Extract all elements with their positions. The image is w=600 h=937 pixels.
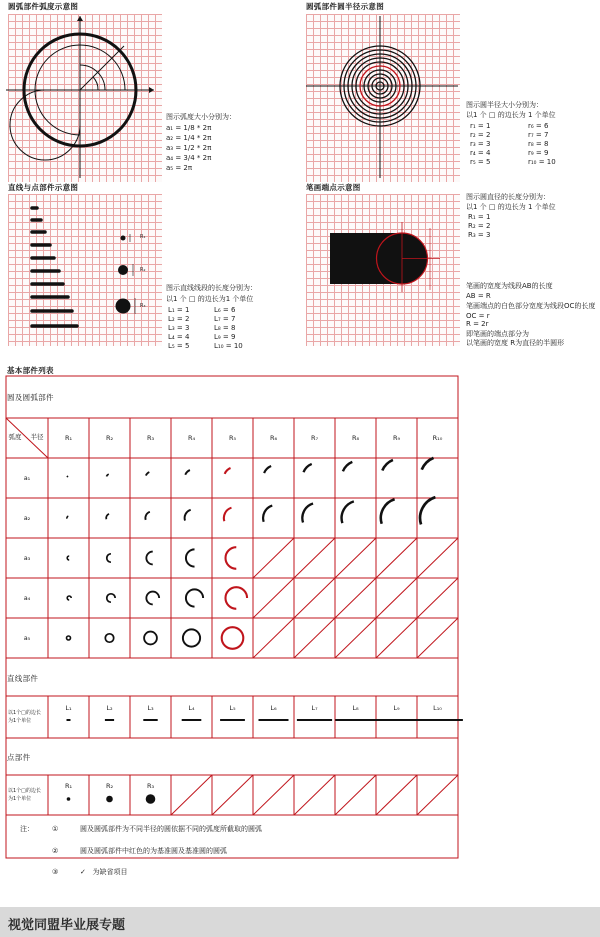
stroke-value-3: R₃ = 3 [468, 231, 491, 239]
arc-mark-a5-r5 [222, 627, 244, 649]
ring-value-6: r₆ = 6 [528, 122, 549, 130]
point-header-2: R₂ [105, 782, 114, 790]
arc-mark-a4-r2 [107, 594, 115, 602]
stroke-value-2: R₂ = 2 [468, 222, 491, 230]
empty-cell-mark [376, 538, 417, 578]
point-label-1: R₁ [140, 234, 146, 240]
arc-mark-a3-r4 [186, 549, 195, 566]
arc-mark-a1-r10 [422, 458, 434, 470]
arc-mark-a5-r1 [67, 636, 71, 640]
point-mark-r3 [146, 794, 156, 804]
section-arcs-title: 圆及圆弧部件 [7, 393, 54, 402]
note-3-num: ③ [52, 868, 59, 876]
stroke-note-3: 笔画端点的白色部分宽度为线段OC的长度 [466, 302, 596, 310]
arc-mark-a1-r3 [146, 472, 149, 475]
line-value-9: L₉ = 9 [214, 333, 236, 341]
point-header-1: R₁ [64, 782, 73, 790]
footer-title: 视觉同盟毕业展专题 [8, 918, 126, 933]
arc-mark-a5-r2 [105, 634, 113, 642]
arc-mark-a5-r3 [144, 632, 157, 645]
arc-mark-a1-r5 [225, 468, 231, 474]
line-value-10: L₁₀ = 10 [214, 342, 243, 350]
empty-cell-mark [335, 775, 376, 815]
empty-cell-mark [417, 775, 458, 815]
ring-value-9: r₉ = 9 [528, 149, 549, 157]
arc-mark-a2-r2 [106, 514, 109, 519]
arc-mark-a2-r10 [420, 497, 435, 524]
point-mark-r1 [67, 797, 71, 801]
radius-header-3: R₃ [146, 434, 155, 442]
arc-row-label-2: a₂ [23, 514, 31, 522]
ring-value-2: r₂ = 2 [470, 131, 491, 139]
stroke-note-4: OC = r [466, 312, 490, 320]
ring-value-3: r₃ = 3 [470, 140, 491, 148]
arc-mark-a4-r1 [67, 596, 71, 600]
ring-panel-title: 圆弧部件圆半径示意图 [306, 2, 384, 11]
arc-mark-a1-r6 [264, 466, 271, 473]
footer-bar [0, 907, 600, 937]
arc-value-3: a₃ = 1/2 * 2π [166, 144, 212, 152]
arc-mark-a2-r8 [342, 501, 354, 523]
line-value-3: L₃ = 3 [168, 324, 190, 332]
line-header-3: L₃ [147, 704, 154, 712]
arc-mark-a2-r7 [302, 503, 313, 522]
arc-value-4: a₄ = 3/4 * 2π [166, 154, 212, 162]
stroke-panel-title: 笔画端点示意图 [306, 183, 361, 192]
point-label-2: R₂ [140, 267, 146, 273]
corner-arc-label: 弧度 [8, 433, 22, 441]
note-1-text: 圆及圆弧部件为不同半径的圆依据不同的弧度所截取的圆弧 [80, 825, 262, 833]
point-label-3: R₃ [140, 303, 146, 309]
radius-header-2: R₂ [105, 434, 114, 442]
note-3-text: ✓ 为缺省项目 [80, 868, 128, 876]
line-desc-title: 图示直线线段的长度分别为： [166, 284, 257, 292]
arc-row-label-4: a₄ [23, 594, 31, 602]
arc-mark-a3-r5 [226, 547, 237, 569]
radius-header-8: R₈ [351, 434, 360, 442]
empty-cell-mark [253, 578, 294, 618]
empty-cell-mark [294, 775, 335, 815]
line-value-7: L₇ = 7 [214, 315, 236, 323]
line-panel-title: 直线与点部件示意图 [8, 183, 79, 192]
arc-row-label-5: a₅ [23, 634, 31, 642]
arc-mark-a1-r9 [382, 460, 393, 471]
stroke-desc-line: 以1 个 □ 的边长为 1 个单位 [466, 203, 556, 211]
empty-cell-mark [294, 538, 335, 578]
arc-panel-title: 圆弧部件弧度示意图 [8, 2, 79, 11]
arc-mark-a2-r9 [381, 499, 395, 524]
line-header-4: L₄ [188, 704, 195, 712]
arc-mark-a2-r6 [263, 506, 272, 522]
corner-radius-label: 半径 [30, 433, 44, 441]
empty-cell-mark [294, 578, 335, 618]
arc-mark-a1-r4 [185, 470, 190, 475]
radius-header-1: R₁ [64, 434, 73, 442]
empty-cell-mark [376, 578, 417, 618]
stroke-value-1: R₁ = 1 [468, 213, 491, 221]
empty-cell-mark [376, 775, 417, 815]
empty-cell-mark [212, 775, 253, 815]
section-lines-title: 直线部件 [7, 674, 39, 683]
line-header-9: L₉ [393, 704, 400, 712]
empty-cell-mark [335, 538, 376, 578]
arc-mark-a2-r1 [67, 516, 68, 519]
empty-cell-mark [417, 578, 458, 618]
radius-header-4: R₄ [187, 434, 196, 442]
empty-cell-mark [253, 775, 294, 815]
points-unit-label: 以1个□的边长 为1个单位 [8, 788, 41, 802]
stroke-note-6: 即笔画的端点部分为 [466, 330, 529, 338]
note-1-num: ① [52, 825, 59, 833]
stroke-desc-title: 图示圆直径的长度分别为： [466, 193, 550, 201]
line-header-7: L₇ [311, 704, 318, 712]
line-desc-line: 以1 个 □ 的边长为1 个单位 [166, 295, 254, 303]
arc-mark-a3-r3 [146, 552, 152, 565]
line-header-1: L₁ [65, 704, 72, 712]
table-title: 基本部件列表 [7, 366, 54, 375]
point-header-3: R₃ [146, 782, 155, 790]
ring-value-10: r₁₀ = 10 [528, 158, 556, 166]
arc-value-2: a₂ = 1/4 * 2π [166, 134, 212, 142]
line-header-8: L₈ [352, 704, 359, 712]
arc-mark-a3-r2 [107, 554, 111, 562]
empty-cell-mark [253, 618, 294, 658]
empty-cell-mark [335, 578, 376, 618]
ring-value-4: r₄ = 4 [470, 149, 491, 157]
radius-header-9: R₉ [392, 434, 401, 442]
radius-header-7: R₇ [310, 434, 319, 442]
arc-mark-a1-r2 [106, 474, 108, 476]
ring-desc-line: 以1 个 □ 的边长为 1 个单位 [466, 111, 556, 119]
empty-cell-mark [294, 618, 335, 658]
arc-mark-a1-r7 [303, 464, 311, 472]
stroke-note-5: R = 2r [466, 320, 489, 328]
notes-label: 注： [20, 825, 34, 833]
note-2-text: 圆及圆弧部件中红色的为基准圆及基准圆的圆弧 [80, 847, 227, 855]
line-header-5: L₅ [229, 704, 236, 712]
section-points-title: 点部件 [7, 753, 31, 762]
arc-mark-a2-r3 [145, 512, 150, 520]
empty-cell-mark [417, 618, 458, 658]
stroke-note-2: AB = R [466, 292, 491, 300]
point-mark-r2 [106, 796, 113, 803]
ring-value-1: r₁ = 1 [470, 122, 491, 130]
arc-mark-a1-r1 [67, 476, 68, 477]
line-value-4: L₄ = 4 [168, 333, 190, 341]
line-value-6: L₆ = 6 [214, 306, 236, 314]
ring-value-8: r₈ = 8 [528, 140, 549, 148]
lines-unit-label: 以1个□的边长 为1个单位 [8, 710, 41, 724]
arc-value-5: a₅ = 2π [166, 164, 193, 172]
stroke-note-7: 以笔画的宽度 R为直径的半圆形 [466, 339, 565, 347]
ring-desc-title: 图示圆半径大小分别为： [466, 101, 543, 109]
arc-mark-a5-r4 [183, 629, 200, 646]
note-2-num: ② [52, 847, 59, 855]
arc-mark-a4-r5 [225, 587, 247, 609]
empty-cell-mark [335, 618, 376, 658]
arc-mark-a3-r1 [67, 556, 69, 560]
arc-mark-a1-r8 [343, 462, 352, 471]
line-header-10: L₁₀ [433, 704, 442, 712]
arc-mark-a2-r4 [185, 510, 191, 521]
radius-header-10: R₁₀ [432, 434, 443, 442]
arc-mark-a2-r5 [224, 508, 232, 522]
line-header-2: L₂ [106, 704, 113, 712]
arc-mark-a4-r3 [146, 592, 159, 605]
arc-mark-a4-r4 [186, 589, 203, 606]
stroke-note-1: 笔画的宽度为线段AB的长度 [466, 282, 553, 290]
empty-cell-mark [376, 618, 417, 658]
arc-row-label-3: a₃ [23, 554, 31, 562]
empty-cell-mark [253, 538, 294, 578]
line-value-1: L₁ = 1 [168, 306, 190, 314]
ring-value-7: r₇ = 7 [528, 131, 549, 139]
empty-cell-mark [417, 538, 458, 578]
arc-desc-title: 图示弧度大小分别为： [166, 113, 236, 121]
empty-cell-mark [171, 775, 212, 815]
radius-header-5: R₅ [228, 434, 237, 442]
arc-value-1: a₁ = 1/8 * 2π [166, 124, 212, 132]
arc-row-label-1: a₁ [23, 474, 31, 482]
radius-header-6: R₆ [269, 434, 278, 442]
line-value-8: L₈ = 8 [214, 324, 236, 332]
line-header-6: L₆ [270, 704, 277, 712]
line-value-5: L₅ = 5 [168, 342, 190, 350]
ring-value-5: r₅ = 5 [470, 158, 491, 166]
line-value-2: L₂ = 2 [168, 315, 190, 323]
